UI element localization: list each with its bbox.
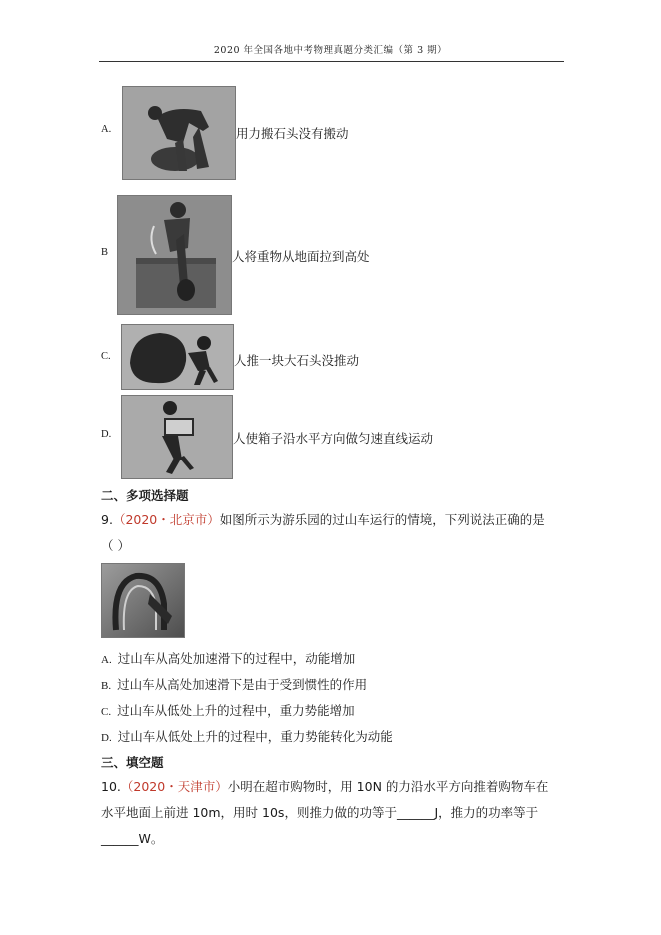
question-9-paren: （ ） xyxy=(101,538,130,553)
question-10-source: （2020・天津市） xyxy=(120,779,228,794)
question-9-choice-a xyxy=(101,649,355,667)
question-10-number: 10. xyxy=(101,779,121,794)
section-multiple-choice-title: 二、多项选择题 xyxy=(101,488,189,503)
choice-text: 过山车从低处上升的过程中，重力势能转化为动能 xyxy=(117,729,393,744)
person-carrying-box-image xyxy=(121,395,233,479)
person-pulling-weight-image xyxy=(117,195,232,315)
option-c-text: 人推一块大石头没推动 xyxy=(234,353,360,368)
question-9-source: （2020・北京市） xyxy=(112,512,220,527)
choice-text: 过山车从高处加速滑下是由于受到惯性的作用 xyxy=(117,677,368,692)
option-c-label: C. xyxy=(101,351,111,362)
choice-label: C. xyxy=(101,706,112,718)
person-pushing-boulder-image xyxy=(121,324,234,390)
choice-label: A. xyxy=(101,654,112,666)
question-10-line1 xyxy=(101,778,548,795)
choice-label: B. xyxy=(101,680,112,692)
question-10-text-1: 小明在超市购物时，用 10N 的力沿水平方向推着购物车在 xyxy=(227,779,549,794)
roller-coaster-image xyxy=(101,563,185,638)
page-header-title: 2020 年全国各地中考物理真题分类汇编（第 3 期） xyxy=(213,45,448,56)
header-rule xyxy=(99,61,564,62)
choice-text: 过山车从低处上升的过程中，重力势能增加 xyxy=(117,703,355,718)
question-9-choice-b xyxy=(101,675,367,693)
person-lifting-stone-image xyxy=(122,86,236,180)
question-9-choice-c xyxy=(101,701,355,719)
section-fill-blank-title: 三、填空题 xyxy=(101,755,164,770)
option-a-label: A. xyxy=(101,124,112,135)
question-9-number: 9. xyxy=(101,512,113,527)
option-b-text: 人将重物从地面拉到高处 xyxy=(232,249,370,264)
question-9 xyxy=(101,511,545,528)
option-d-text: 人使箱子沿水平方向做匀速直线运动 xyxy=(233,431,434,446)
question-10-line2: 水平地面上前进 10m，用时 10s，则推力做的功等于______J，推力的功率等于 xyxy=(101,805,539,820)
question-9-stem: 如图所示为游乐园的过山车运行的情境，下列说法正确的是 xyxy=(219,512,545,527)
option-d-label: D. xyxy=(101,429,112,440)
choice-label: D. xyxy=(101,732,112,744)
question-9-choice-d xyxy=(101,727,393,745)
question-10-line3: ______W。 xyxy=(101,831,164,846)
choice-text: 过山车从高处加速滑下的过程中，动能增加 xyxy=(117,651,356,666)
option-b-label: B xyxy=(101,247,109,258)
option-a-text: 用力搬石头没有搬动 xyxy=(236,126,349,141)
